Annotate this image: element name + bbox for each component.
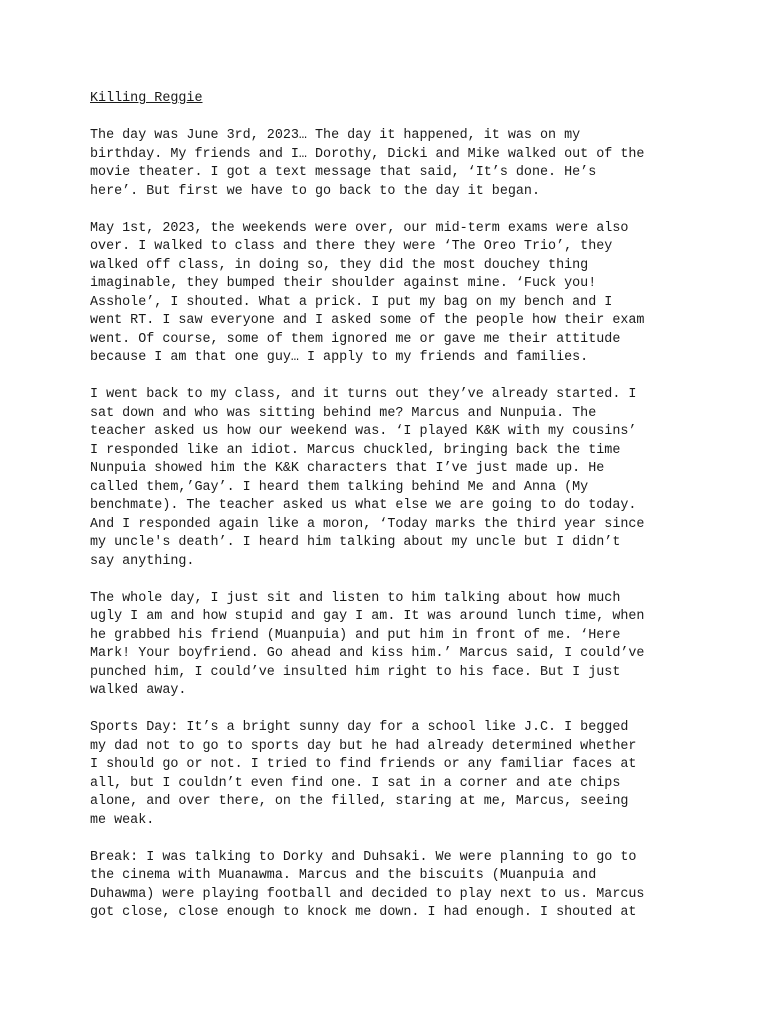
text-line: sat down and who was sitting behind me? Marcus and Nunpuia. The: [90, 405, 597, 421]
text-line: birthday. My friends and I… Dorothy, Dicki and Mike walked out of the: [90, 146, 645, 162]
text-line: Asshole’, I shouted. What a prick. I put my bag on my bench and I: [90, 294, 613, 310]
text-line: The whole day, I just sit and listen to him talking about how much: [90, 590, 621, 606]
document-title: Killing Reggie: [90, 91, 203, 106]
text-line: imaginable, they bumped their shoulder against mine. ‘Fuck you!: [90, 276, 597, 291]
text-line: went. Of course, some of them ignored me or gave me their attitude: [90, 331, 621, 347]
text-line: got close, close enough to knock me down. I had enough. I shouted at: [90, 905, 637, 920]
text-line: alone, and over there, on the filled, staring at me, Marcus, seeing: [90, 794, 629, 809]
text-line: Nunpuia showed him the K&K characters that I’ve just made up. He: [90, 461, 605, 476]
text-line: teacher asked us how our weekend was. ‘I played K&K with my cousins’: [90, 424, 637, 439]
text-line: walked away.: [90, 683, 187, 698]
text-line: Sports Day: It’s a bright sunny day for a school like J.C. I begged: [90, 720, 629, 735]
text-line: Break: I was talking to Dorky and Duhsaki. We were planning to go to: [90, 849, 637, 865]
text-line: my uncle's death’. I heard him talking about my uncle but I didn’t: [90, 535, 621, 550]
text-line: over. I walked to class and there they were ‘The Oreo Trio’, they: [90, 239, 613, 254]
text-line: all, but I couldn’t even find one. I sat in a corner and ate chips: [90, 775, 621, 791]
document-body: [90, 127, 690, 923]
text-line: say anything.: [90, 553, 195, 569]
text-line: called them,’Gay’. I heard them talking behind Me and Anna (My: [90, 479, 589, 495]
text-line: my dad not to go to sports day but he had already determined whether: [90, 738, 637, 754]
paragraph: [90, 719, 690, 830]
document-page: [90, 90, 690, 941]
text-line: I responded like an idiot. Marcus chuckled, bringing back the time: [90, 442, 621, 458]
text-line: benchmate). The teacher asked us what else we are going to do today.: [90, 498, 637, 513]
text-line: here’. But first we have to go back to the day it began.: [90, 183, 540, 199]
paragraph: [90, 220, 690, 368]
text-line: because I am that one guy… I apply to my friends and families.: [90, 350, 589, 365]
text-line: And I responded again like a moron, ‘Today marks the third year since: [90, 516, 645, 532]
text-line: I should go or not. I tried to find friends or any familiar faces at: [90, 757, 637, 772]
text-line: ugly I am and how stupid and gay I am. It was around lunch time, when: [90, 609, 645, 624]
text-line: Duhawma) were playing football and decided to play next to us. Marcus: [90, 886, 645, 902]
text-line: punched him, I could’ve insulted him right to his face. But I just: [90, 664, 621, 680]
text-line: Mark! Your boyfriend. Go ahead and kiss him.’ Marcus said, I could’ve: [90, 646, 645, 661]
text-line: movie theater. I got a text message that said, ‘It’s done. He’s: [90, 165, 597, 180]
text-line: went RT. I saw everyone and I asked some of the people how their exam: [90, 313, 645, 328]
paragraph: [90, 849, 690, 923]
text-line: I went back to my class, and it turns out they’ve already started. I: [90, 387, 637, 402]
paragraph: [90, 386, 690, 571]
text-line: walked off class, in doing so, they did the most douchey thing: [90, 257, 589, 273]
paragraph: [90, 127, 690, 201]
text-line: he grabbed his friend (Muanpuia) and put him in front of me. ‘Here: [90, 627, 621, 643]
text-line: May 1st, 2023, the weekends were over, our mid-term exams were also: [90, 220, 629, 236]
text-line: the cinema with Muanawma. Marcus and the biscuits (Muanpuia and: [90, 868, 597, 883]
paragraph: [90, 590, 690, 701]
text-line: The day was June 3rd, 2023… The day it happened, it was on my: [90, 128, 581, 143]
text-line: me weak.: [90, 812, 155, 828]
